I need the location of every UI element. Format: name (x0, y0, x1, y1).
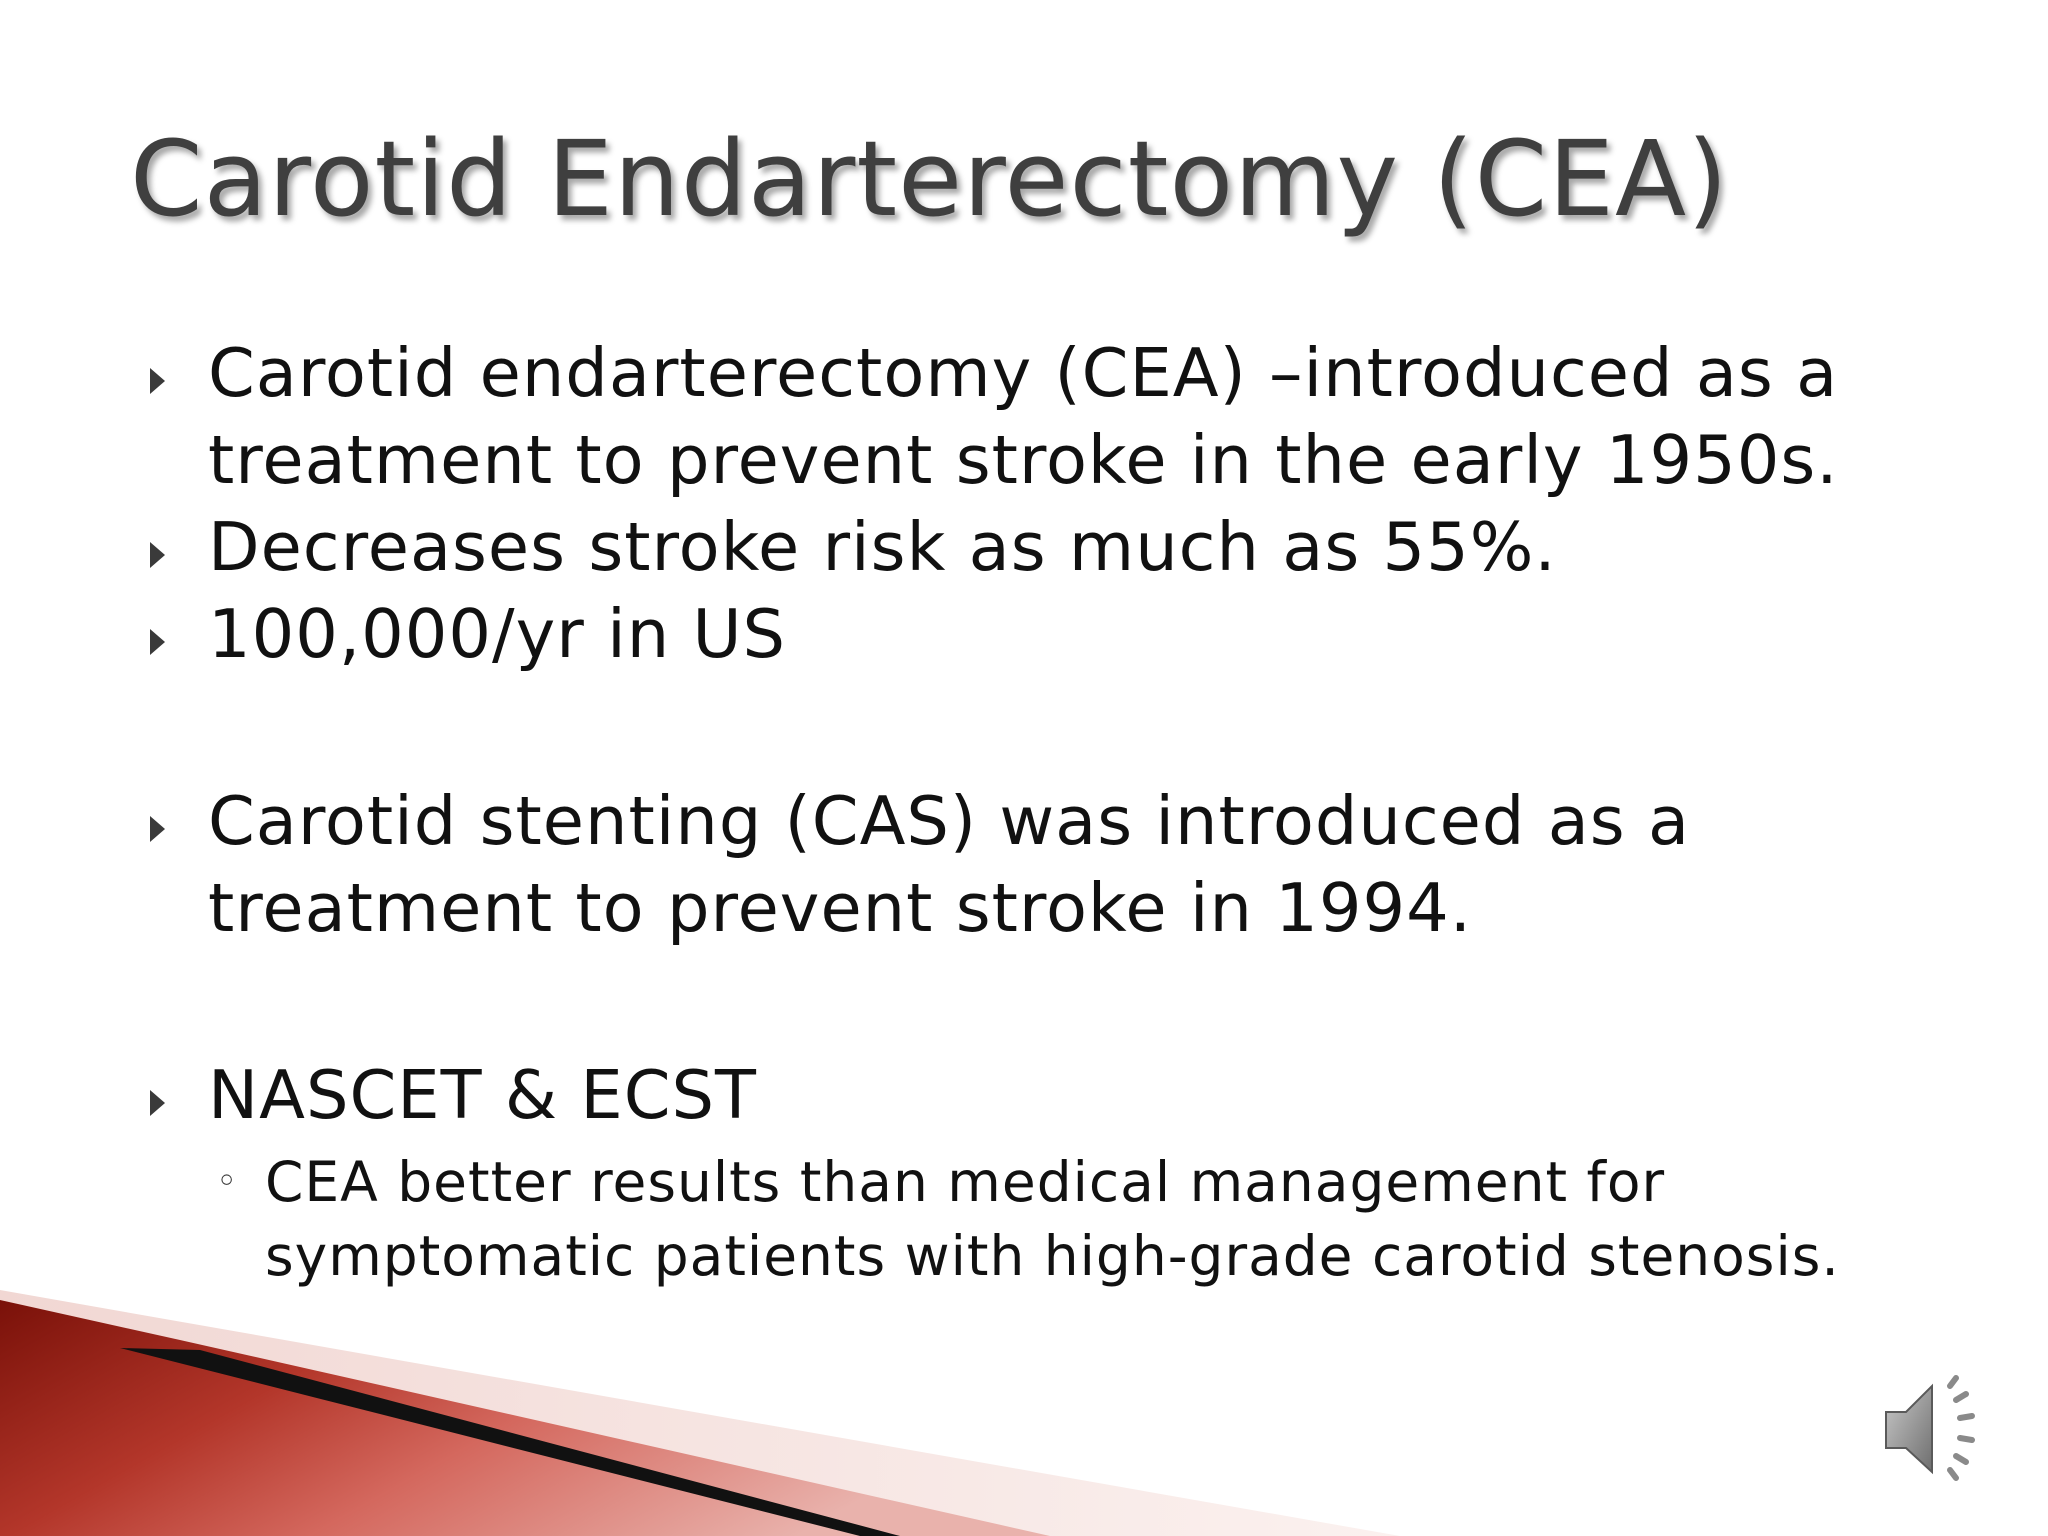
bullet-arrow-icon (150, 629, 165, 655)
bullet-arrow-icon (150, 1090, 165, 1116)
bullet-text: 100,000/yr in US (208, 595, 787, 673)
bullet-item (150, 778, 1940, 952)
speaker-volume-icon (1880, 1368, 1990, 1488)
sub-bullet-marker: ◦ (216, 1161, 239, 1202)
bullet-arrow-icon (150, 816, 165, 842)
spacer (150, 952, 1940, 1052)
slide-title: Carotid Endarterectomy (CEA) (130, 118, 1729, 240)
bullet-text: Carotid endarterectomy (CEA) –introduced as a treatment to prevent stroke in the early 1950s. (208, 334, 1839, 499)
speaker-button[interactable] (1880, 1368, 1990, 1488)
bullet-list (150, 330, 1940, 1293)
bullet-item (150, 1052, 1940, 1139)
spacer (150, 678, 1940, 778)
bullet-text: Carotid stenting (CAS) was introduced as a treatment to prevent stroke in 1994. (208, 782, 1691, 947)
bullet-item (150, 504, 1940, 591)
sub-bullet-text: CEA better results than medical management for symptomatic patients with high-grade carotid stenosis. (265, 1150, 1840, 1288)
decorative-wedge (0, 1250, 1400, 1536)
bullet-arrow-icon (150, 368, 165, 394)
bullet-arrow-icon (150, 542, 165, 568)
bullet-item (150, 330, 1940, 504)
bullet-text: NASCET & ECST (208, 1056, 757, 1134)
bullet-item (150, 591, 1940, 678)
bullet-text: Decreases stroke risk as much as 55%. (208, 508, 1557, 586)
